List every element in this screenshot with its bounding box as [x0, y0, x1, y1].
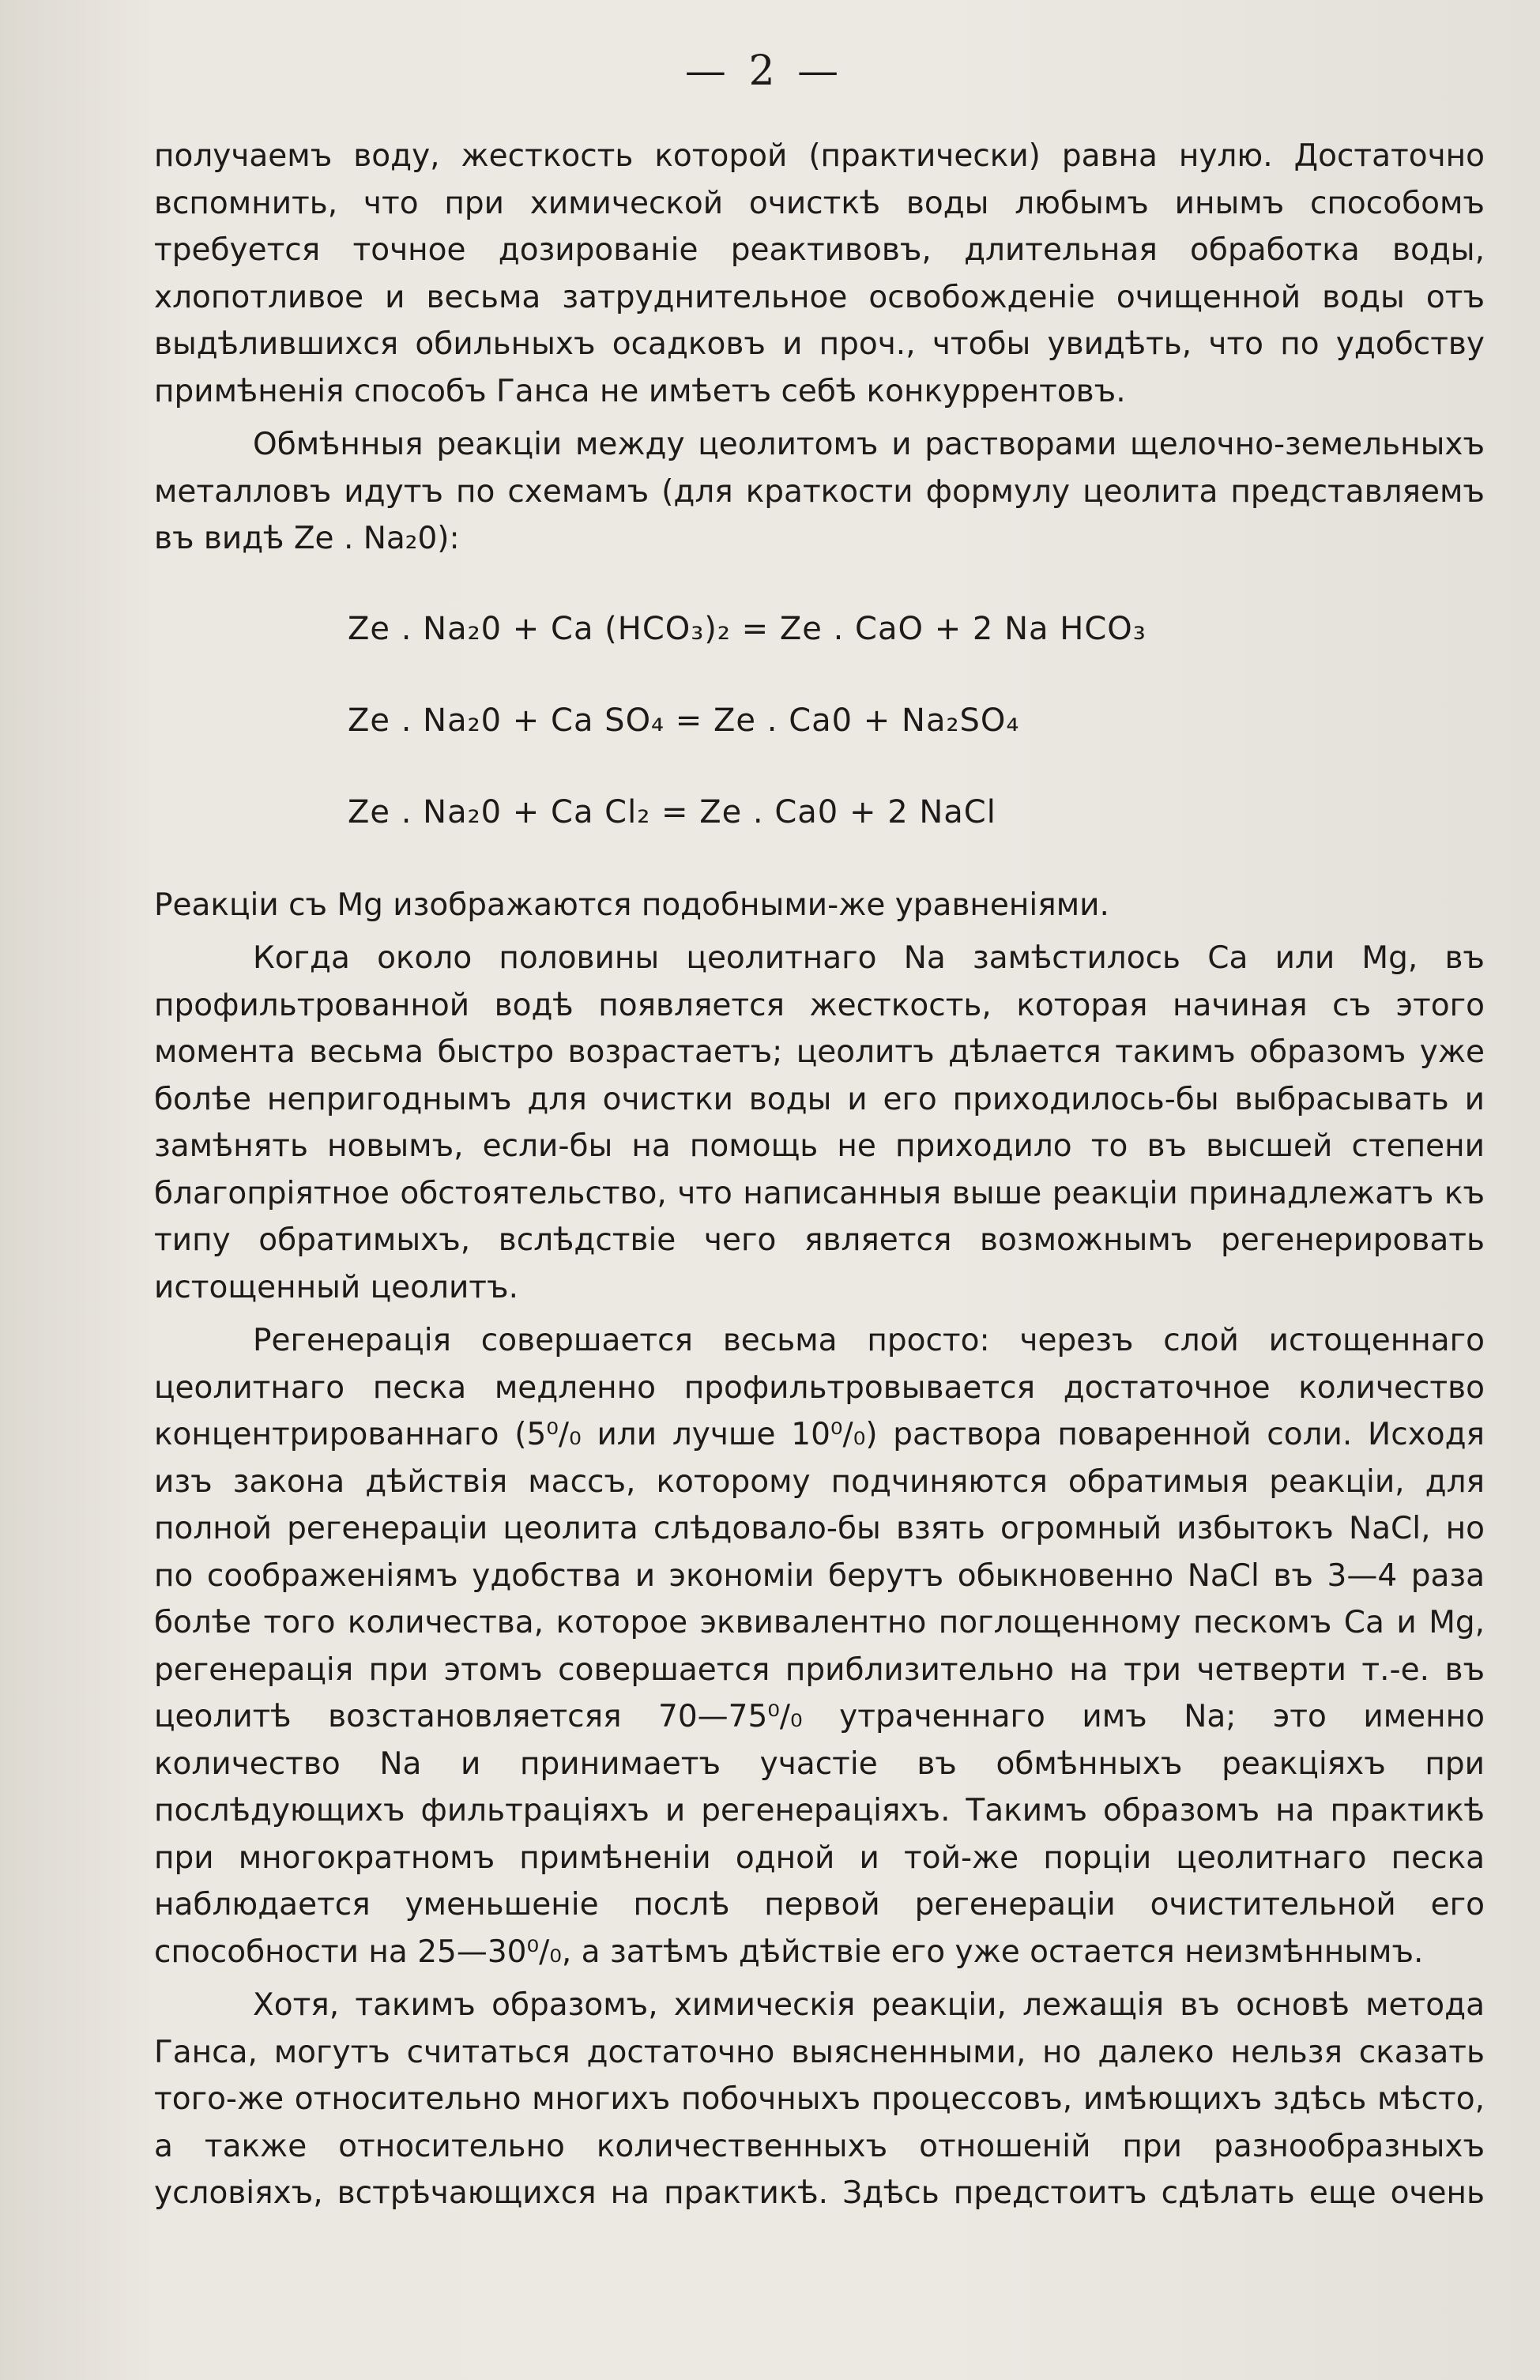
paragraph-5: Регенерація совершается весьма просто: черезъ слой истощеннаго цеолитнаго песка медленно профильтровывается достаточное количество концентрированнаго (5⁰/₀ или лучше 10⁰/₀) раствора поваренной соли. Исходя изъ закона дѣйствія массъ, которому подчиняются обратимыя реакціи, для полной регенераціи цеолита слѣдовало-бы взять огромный избытокъ NaCl, но по соображеніямъ удобства и экономіи берутъ обыкновенно NaCl въ 3—4 раза болѣе того количества, которое эквивалентно поглощенному пескомъ Ca и Mg, регенерація при этомъ совершается приблизительно на три четверти т.-е. въ цеолитѣ возстановляетсяя 70—75⁰/₀ утраченнаго имъ Na; это именно количество Na и принимаетъ участіе въ обмѣнныхъ реакціяхъ при послѣдующихъ фильтраціяхъ и регенераціяхъ. Такимъ образомъ на практикѣ при многократномъ примѣненіи одной и той-же порціи цеолитнаго песка наблюдается уменьшеніе послѣ первой регенераціи очистительной его способности на 25—30⁰/₀, а затѣмъ дѣйствіе его уже остается неизмѣннымъ. [154, 1323, 1485, 1970]
formula-1: Ze . Na₂0 + Ca (HCO₃)₂ = Ze . CaO + 2 Na HCO₃ [348, 610, 1147, 647]
formula-3: Ze . Na₂0 + Ca Cl₂ = Ze . Ca0 + 2 NaCl [348, 793, 996, 830]
paragraph-2: Обмѣнныя реакціи между цеолитомъ и растворами щелочно-земельныхъ металловъ идутъ по схемамъ (для краткости формулу цеолита представляемъ въ видѣ Ze . Na₂0): [154, 427, 1485, 556]
paragraph-4: Когда около половины цеолитнаго Na замѣстилось Ca или Mg, въ профильтрованной водѣ появляется жесткость, которая начиная съ этого момента весьма быстро возрастаетъ; цеолитъ дѣлается такимъ образомъ уже болѣе непригоднымъ для очистки воды и его приходилось-бы выбрасывать и замѣнять новымъ, если-бы на помощь не приходило то въ высшей степени благопріятное обстоятельство, что написанныя выше реакціи принадлежатъ къ типу обратимыхъ, вслѣдствіе чего является возможнымъ регенерировать истощенный цеолитъ. [154, 940, 1485, 1305]
paragraph-3: Реакціи съ Mg изображаются подобными-же уравненіями. [154, 887, 1109, 923]
body-text [154, 133, 1485, 2217]
formula-block [154, 583, 1485, 858]
paragraph-6: Хотя, такимъ образомъ, химическія реакціи, лежащія въ основѣ метода Ганса, могутъ считаться достаточно выясненными, но далеко нельзя сказать того-же относительно многихъ побочныхъ процессовъ, имѣющихъ здѣсь мѣсто, а также относительно количественныхъ отношеній при разнообразныхъ условіяхъ, встрѣчающихся на практикѣ. Здѣсь предстоитъ сдѣлать еще очень [154, 1987, 1485, 2211]
paragraph-1: получаемъ воду, жесткость которой (практически) равна нулю. Достаточно вспомнить, что при химической очисткѣ воды любымъ инымъ способомъ требуется точное дозированіе реактивовъ, длительная обработка воды, хлопотливое и весьма затруднительное освобожденіе очищенной воды отъ выдѣлившихся обильныхъ осадковъ и проч., чтобы увидѣть, что по удобству примѣненія способъ Ганса не имѣетъ себѣ конкуррентовъ. [154, 138, 1485, 409]
page-number: — 2 — [684, 47, 844, 95]
formula-2: Ze . Na₂0 + Ca SO₄ = Ze . Ca0 + Na₂SO₄ [348, 702, 1020, 739]
